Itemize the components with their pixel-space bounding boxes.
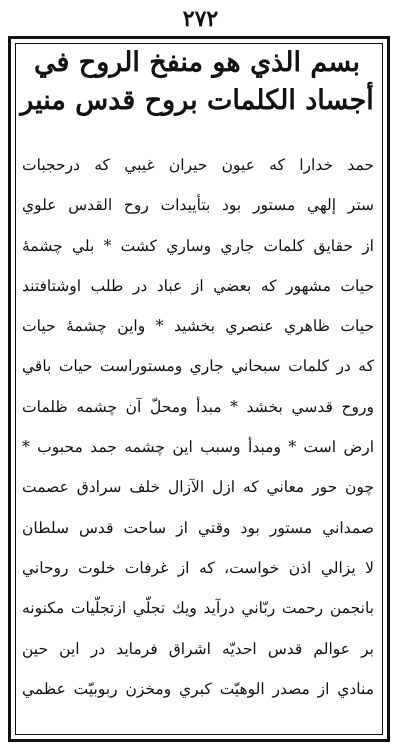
text-line: وروح قدسي بخشد * مبدأ ومحلّ آن چشمه ظلمات xyxy=(22,397,374,416)
text-line: حمد خدارا كه عيون حيران غيبي كه درحجبات xyxy=(22,156,374,174)
text-line: ارض است * ومبدأ وسبب اين چشمه جمد محبوب * xyxy=(22,438,374,457)
text-line: حيات ظاهري عنصري بخشيد * واين چشمهٔ حيات xyxy=(22,317,374,336)
text-line: بر عوالم قدس احديّه اشراق فرمايد در اين حين xyxy=(22,639,374,658)
body-text xyxy=(22,145,374,709)
text-line: ستر إلهي مستور بود بتأييدات روح القدس علوي xyxy=(22,196,374,215)
text-line: از حقايق كلمات جاري وساري كشت * بلي چشمهٔ xyxy=(22,236,374,255)
text-line: لا يزالي اذن خواست، كه از غرفات خلوت روحاني xyxy=(22,558,374,577)
text-line: بانجمن رحمت ربّاني درآيد ويك تجلّي ازتجلّيات مكنونه xyxy=(22,599,374,618)
title-line: أجساد الكلمات بروح قدس منير xyxy=(20,85,374,116)
page-number: ۲۷۲ xyxy=(182,6,219,32)
text-line: صمداني مستور بود وقتي از ساحت قدس سلطان xyxy=(22,518,374,537)
text-line: چون حور معاني كه ازل الآزال خلف سرادق عصمت xyxy=(22,478,374,497)
text-line: حيات مشهور كه بعضي از عباد در طلب اوشتافتند xyxy=(22,276,374,295)
title-line: بسم الذي هو منفخ الروح في xyxy=(34,47,360,78)
text-line: كه در كلمات سبحاني جاري ومستوراست حيات باقي xyxy=(22,357,374,376)
text-line: منادي از مصدر الوهيّت كبري ومخزن ربوبيّت عظمي xyxy=(22,679,374,698)
page-title xyxy=(14,44,380,120)
